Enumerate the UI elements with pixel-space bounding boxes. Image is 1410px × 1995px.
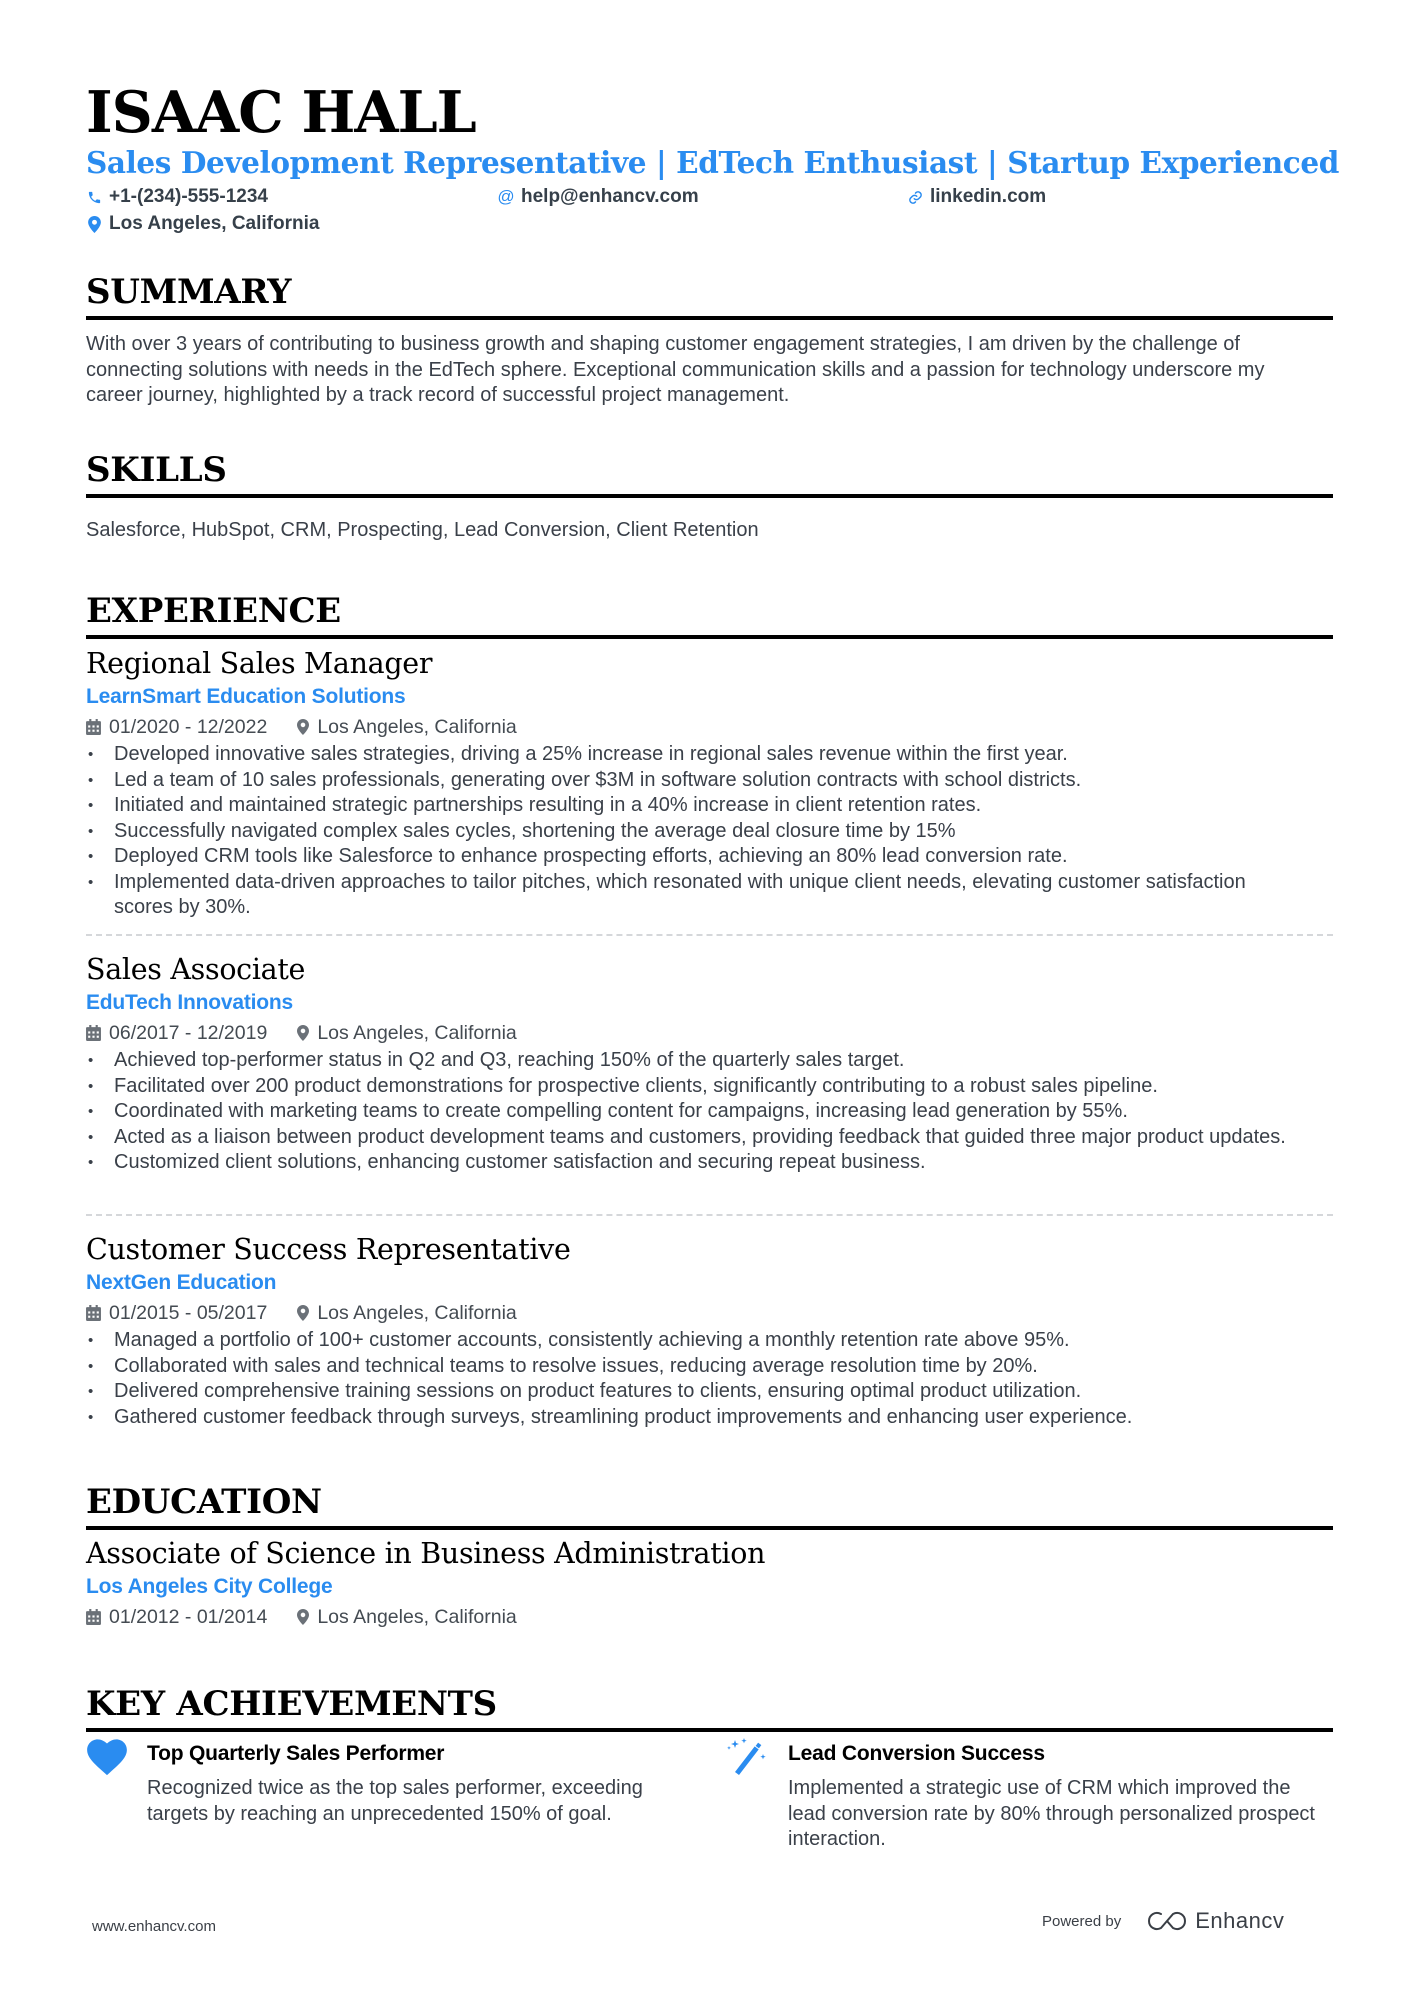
bullet-item: • Initiated and maintained strategic partnerships resulting in a 40% increase in client retention rates. <box>86 793 1333 819</box>
phone-icon <box>86 188 102 206</box>
education-dates: 01/2012 - 01/2014 <box>109 1606 268 1628</box>
education-item <box>86 1535 1333 1632</box>
job-title: Regional Sales Manager <box>86 647 433 680</box>
skills-text: Salesforce, HubSpot, CRM, Prospecting, Lead Conversion, Client Retention <box>86 519 759 541</box>
degree-title: Associate of Science in Business Administration <box>86 1537 766 1570</box>
bullet-item: • Managed a portfolio of 100+ customer accounts, consistently achieving a monthly retention rate above 95%. <box>86 1328 1333 1354</box>
section-divider <box>86 1728 1333 1732</box>
section-title-experience: EXPERIENCE <box>86 591 341 631</box>
education-meta <box>86 1602 1333 1632</box>
bullet-item: • Acted as a liaison between product development teams and customers, providing feedback that guided three major product updates. <box>86 1125 1304 1151</box>
location-value: Los Angeles, California <box>109 213 320 234</box>
company-name[interactable]: LearnSmart Education Solutions <box>86 685 406 708</box>
bullet-item: • Delivered comprehensive training sessions on product features to clients, ensuring optimal product utilization. <box>86 1379 1333 1405</box>
experience-item <box>86 951 1333 1176</box>
bullet-item: • Successfully navigated complex sales cycles, shortening the average deal closure time by 15% <box>86 819 1333 845</box>
map-pin-icon <box>297 1305 309 1321</box>
job-dates: 06/2017 - 12/2019 <box>109 1022 268 1044</box>
section-title-skills: SKILLS <box>86 450 227 490</box>
skills-section <box>86 448 1333 544</box>
linkedin-value[interactable]: linkedin.com <box>930 186 1047 207</box>
bullet-item: • Collaborated with sales and technical teams to resolve issues, reducing average resolution time by 20%. <box>86 1354 1333 1380</box>
candidate-name: ISAAC HALL <box>86 79 476 146</box>
bullet-item: • Gathered customer feedback through surveys, streamlining product improvements and enhancing user experience. <box>86 1405 1333 1431</box>
section-divider <box>86 494 1333 498</box>
job-title: Sales Associate <box>86 953 306 986</box>
job-location: Los Angeles, California <box>317 1022 517 1044</box>
job-dates: 01/2015 - 05/2017 <box>109 1302 268 1324</box>
bullet-item: • Coordinated with marketing teams to create compelling content for campaigns, increasing lead generation by 55%. <box>86 1099 1333 1125</box>
job-bullets <box>86 1328 1333 1430</box>
map-pin-icon <box>297 1025 309 1041</box>
section-title-achievements: KEY ACHIEVEMENTS <box>86 1684 497 1724</box>
headline: Sales Development Representative | EdTech Enthusiast | Startup Experienced <box>86 145 1339 180</box>
bullet-item: • Developed innovative sales strategies, driving a 25% increase in regional sales revenue within the first year. <box>86 742 1333 768</box>
link-icon <box>907 188 923 206</box>
bullet-item: • Facilitated over 200 product demonstrations for prospective clients, significantly contributing to a robust sales pipeline. <box>86 1074 1333 1100</box>
section-divider <box>86 1526 1333 1530</box>
achievements-section <box>86 1682 1333 1732</box>
summary-section <box>86 270 1333 409</box>
job-bullets <box>86 742 1333 921</box>
section-title-education: EDUCATION <box>86 1482 322 1522</box>
map-pin-icon <box>297 1609 309 1625</box>
calendar-icon <box>86 1305 101 1321</box>
bullet-item: • Deployed CRM tools like Salesforce to enhance prospecting efforts, achieving an 80% lead conversion rate. <box>86 844 1333 870</box>
summary-text: With over 3 years of contributing to business growth and shaping customer engagement strategies, I am driven by the challenge of connecting solutions with needs in the EdTech sphere. Exceptional communication skills and a passion for technology underscore my career journey, highlighted by a track record of successful project management. <box>86 333 1265 406</box>
heart-icon <box>86 1736 130 1780</box>
magic-wand-icon <box>727 1736 771 1780</box>
calendar-icon <box>86 719 101 735</box>
company-name[interactable]: NextGen Education <box>86 1271 277 1294</box>
job-meta <box>86 1298 1333 1328</box>
calendar-icon <box>86 1025 101 1041</box>
job-location: Los Angeles, California <box>317 716 517 738</box>
section-divider <box>86 635 1333 639</box>
job-dates: 01/2020 - 12/2022 <box>109 716 268 738</box>
section-title-summary: SUMMARY <box>86 272 292 312</box>
education-location: Los Angeles, California <box>317 1606 517 1628</box>
job-title: Customer Success Representative <box>86 1233 571 1266</box>
experience-item <box>86 1231 1333 1430</box>
contact-phone <box>86 185 268 209</box>
bullet-item: • Led a team of 10 sales professionals, generating over $3M in software solution contracts with school districts. <box>86 768 1333 794</box>
infinity-logo-icon <box>1147 1909 1187 1933</box>
job-divider <box>86 934 1333 936</box>
job-meta <box>86 712 1333 742</box>
calendar-icon <box>86 1609 101 1625</box>
achievement-title: Lead Conversion Success <box>788 1742 1045 1765</box>
experience-item <box>86 645 1333 921</box>
bullet-item: • Achieved top-performer status in Q2 and Q3, reaching 150% of the quarterly sales target. <box>86 1048 1333 1074</box>
brand-name: Enhancv <box>1195 1908 1285 1933</box>
at-icon: @ <box>497 187 515 206</box>
footer-website[interactable]: www.enhancv.com <box>92 1918 216 1935</box>
email-value[interactable]: help@enhancv.com <box>521 186 699 207</box>
achievement-text: Implemented a strategic use of CRM which improved the lead conversion rate by 80% through personalized prospect interaction. <box>788 1777 1315 1850</box>
phone-value[interactable]: +1-(234)-555-1234 <box>109 186 268 207</box>
bullet-item: • Implemented data-driven approaches to tailor pitches, which resonated with unique client needs, elevating customer satisfaction scores by 30%. <box>86 870 1304 921</box>
map-pin-icon <box>86 215 102 233</box>
contact-location <box>86 212 319 236</box>
job-bullets <box>86 1048 1333 1176</box>
bullet-item: • Customized client solutions, enhancing customer satisfaction and securing repeat business. <box>86 1150 1333 1176</box>
achievement-title: Top Quarterly Sales Performer <box>147 1742 445 1765</box>
experience-section <box>86 589 1333 639</box>
contact-linkedin <box>907 185 1046 209</box>
school-name[interactable]: Los Angeles City College <box>86 1575 333 1598</box>
company-name[interactable]: EduTech Innovations <box>86 991 293 1014</box>
achievement-text: Recognized twice as the top sales performer, exceeding targets by reaching an unprecedented 150% of goal. <box>147 1777 643 1825</box>
job-location: Los Angeles, California <box>317 1302 517 1324</box>
job-meta <box>86 1018 1333 1048</box>
job-divider <box>86 1214 1333 1216</box>
footer-branding <box>1042 1908 1284 1934</box>
contact-email <box>498 185 699 209</box>
education-section <box>86 1480 1333 1530</box>
section-divider <box>86 316 1333 320</box>
map-pin-icon <box>297 719 309 735</box>
powered-by-label: Powered by <box>1042 1912 1122 1930</box>
enhancv-logo[interactable] <box>1147 1908 1284 1934</box>
